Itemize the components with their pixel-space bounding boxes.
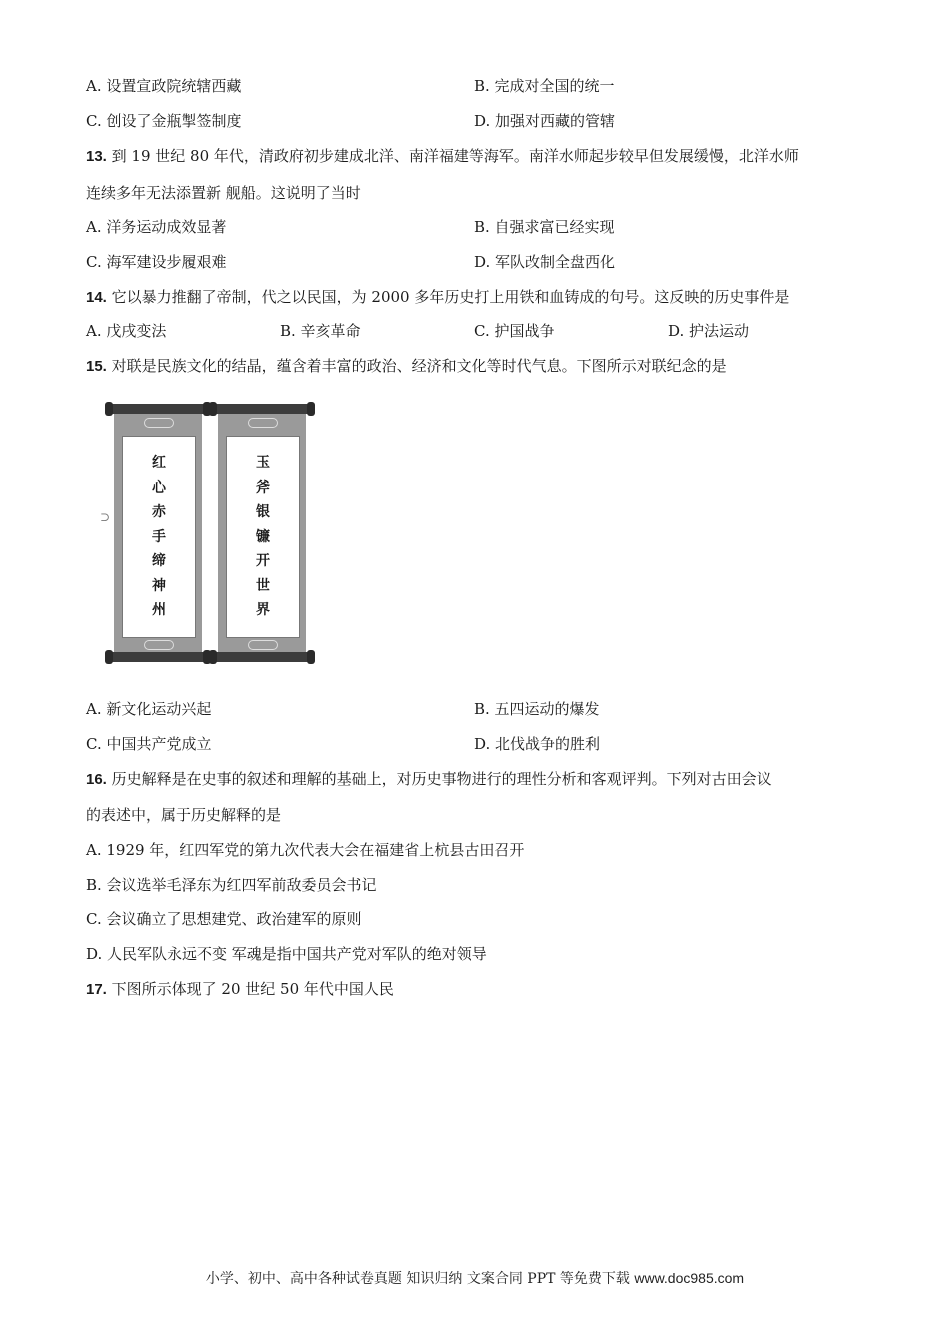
scroll-ornament-top: [144, 418, 174, 428]
q16-option-d: D. 人民军队永远不变 军魂是指中国共产党对军队的绝对领导: [86, 945, 487, 963]
q17-text: 下图所示体现了 20 世纪 50 年代中国人民: [111, 980, 394, 998]
q15-text: 对联是民族文化的结晶，蕴含着丰富的政治、经济和文化等时代气息。下图所示对联纪念的是: [111, 357, 727, 375]
q15-number: 15.: [86, 358, 107, 375]
q15-option-b: B. 五四运动的爆发: [474, 700, 600, 718]
q13-option-d: D. 军队改制全盘西化: [474, 253, 616, 271]
scroll-paper: [114, 410, 202, 656]
scroll-rod-top: [212, 404, 312, 414]
q14-option-a: A. 戊戌变法: [86, 322, 167, 340]
couplet-char: 开: [256, 553, 270, 569]
q12-option-a: A. 设置宣政院统辖西藏: [86, 77, 242, 95]
q15-option-c: C. 中国共产党成立: [86, 735, 212, 753]
q13-stem-line2: 连续多年无法添置新 舰船。这说明了当时: [86, 184, 361, 202]
couplet-char: 红: [152, 455, 166, 471]
scroll-paper: [218, 410, 306, 656]
couplet-char: 世: [256, 577, 270, 594]
q17-number: 17.: [86, 981, 107, 998]
couplet-char: 银: [256, 504, 270, 520]
q13-text: 到 19 世纪 80 年代，清政府初步建成北洋、南洋福建等海军。南洋水师起步较早但发展缓慢，北洋水师: [111, 147, 799, 165]
footer-link[interactable]: www.doc985.com: [634, 1270, 745, 1286]
couplet-char: 斧: [256, 479, 270, 496]
couplet-char: 镰: [256, 528, 270, 545]
scroll-rod-bottom: [212, 652, 312, 662]
scroll-inner-panel: [122, 436, 196, 638]
q15-stem-line1: [86, 356, 727, 377]
couplet-char: 玉: [256, 455, 270, 471]
q16-stem-line1: [86, 769, 772, 790]
q12-option-b: B. 完成对全国的统一: [474, 77, 615, 95]
scroll-inner-panel: [226, 436, 300, 638]
q12-option-c: C. 创设了金瓶掣签制度: [86, 112, 242, 130]
page-footer: [0, 1268, 950, 1289]
q14-option-c: C. 护国战争: [474, 322, 555, 340]
couplet-char: 赤: [152, 504, 166, 520]
q13-option-c: C. 海军建设步履艰难: [86, 253, 227, 271]
couplet-char: 手: [152, 528, 166, 545]
q13-option-b: B. 自强求富已经实现: [474, 218, 615, 236]
q14-text: 它以暴力推翻了帝制，代之以民国，为 2000 多年历史打上用铁和血铸成的句号。这反映的历史事件是: [111, 288, 790, 306]
q15-option-d: D. 北伐战争的胜利: [474, 735, 601, 753]
couplet-right-text: [227, 451, 299, 623]
scroll-ornament-bottom: [144, 640, 174, 650]
q15-option-a: A. 新文化运动兴起: [86, 700, 212, 718]
q17-stem-line1: [86, 979, 394, 1000]
q16-option-a: A. 1929 年，红四军党的第九次代表大会在福建省上杭县古田召开: [86, 841, 525, 859]
couplet-left-text: [123, 451, 195, 623]
decorative-mark: ⊃: [100, 510, 111, 524]
q16-option-b: B. 会议选举毛泽东为红四军前敌委员会书记: [86, 876, 377, 894]
couplet-scroll-left: [108, 402, 208, 664]
couplet-char: 界: [256, 602, 270, 618]
couplet-scroll-right: [212, 402, 312, 664]
couplet-char: 州: [152, 602, 166, 618]
q13-number: 13.: [86, 148, 107, 165]
q16-number: 16.: [86, 771, 107, 788]
scroll-rod-bottom: [108, 652, 208, 662]
q12-option-d: D. 加强对西藏的管辖: [474, 112, 616, 130]
couplet-char: 心: [152, 479, 166, 496]
couplet-char: 神: [152, 577, 166, 594]
scroll-ornament-top: [248, 418, 278, 428]
q16-stem-line2: 的表述中，属于历史解释的是: [86, 806, 282, 824]
q14-option-b: B. 辛亥革命: [280, 322, 361, 340]
scroll-rod-top: [108, 404, 208, 414]
q14-stem-line1: [86, 287, 789, 308]
q14-number: 14.: [86, 289, 107, 306]
q16-option-c: C. 会议确立了思想建党、政治建军的原则: [86, 910, 362, 928]
footer-text: 小学、初中、高中各种试卷真题 知识归纳 文案合同 PPT 等免费下载: [205, 1271, 635, 1287]
q16-text: 历史解释是在史事的叙述和理解的基础上，对历史事物进行的理性分析和客观评判。下列对古田会议: [111, 770, 772, 788]
couplet-char: 缔: [152, 553, 166, 569]
scroll-ornament-bottom: [248, 640, 278, 650]
q13-stem-line1: [86, 146, 799, 167]
q13-option-a: A. 洋务运动成效显著: [86, 218, 227, 236]
q14-option-d: D. 护法运动: [668, 322, 750, 340]
